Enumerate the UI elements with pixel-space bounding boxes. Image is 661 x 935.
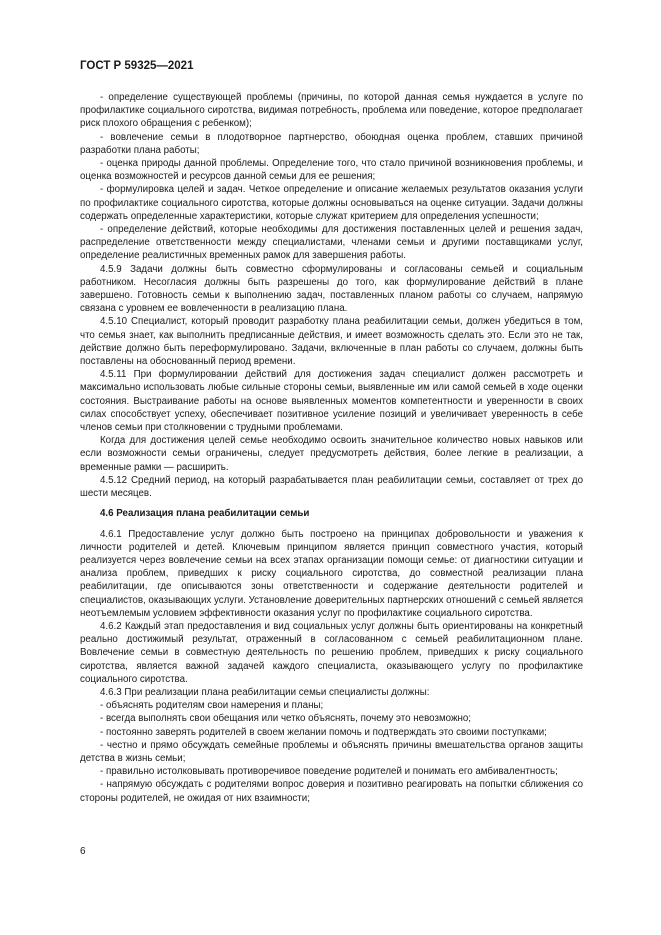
paragraph: 4.5.12 Средний период, на который разрабатывается план реабилитации семьи, составляет от трех до шести месяцев.	[80, 474, 583, 500]
paragraph: 4.5.11 При формулировании действий для достижения задач специалист должен рассмотреть и максимально использовать любые сильные стороны семьи, выявленные им или самой семьей в ходе оценки состояния. Выстраивание работы на основе выявленных моментов компетентности и уверенности в своих силах способствует успеху, обеспечивает позитивное усиление позиций и увеличивает уверенность в себе членов семьи при столкновении с трудными проблемами.	[80, 369, 583, 434]
list-item: - объяснять родителям свои намерения и планы;	[100, 700, 324, 712]
list-item: - правильно истолковывать противоречивое поведение родителей и понимать его амбивалентность;	[100, 766, 558, 778]
paragraph: 4.5.9 Задачи должны быть совместно сформулированы и согласованы семьей и социальным работником. Несогласия должны быть разрешены до того, как формулирование действий в плане завершено. Готовность семьи к выполнению задач, поставленных планом работы со случаем, напрямую связана с уровнем ее вовлеченности в реализацию плана.	[80, 263, 583, 315]
paragraph: - вовлечение семьи в плодотворное партнерство, обоюдная оценка проблем, ставших причиной разработки плана работы;	[80, 131, 583, 156]
paragraph: 4.6.3 При реализации плана реабилитации семьи специалисты должны:	[100, 686, 430, 698]
paragraph: 4.6.1 Предоставление услуг должно быть построено на принципах добровольности и уважения к личности родителей и детей. Ключевым принципом является принцип совместного участия, который реализуется через вовлечение семьи на всех этапах организации помощи семье: от диагностики ситуации и анализа проблем, приведших к риску социального сиротства, до совместной реализации плана реабилитации, где описываются зоны ответственности и содержание деятельности родителей и специалистов, оказывающих услуги. Установление доверительных партнерских отношений с семьей является неотъемлемым условием эффективности оказания услуг по профилактике социального сиротства.	[80, 528, 583, 619]
paragraph: - формулировка целей и задач. Четкое определение и описание желаемых результатов оказания услуги по профилактике социального сиротства, которые должны основываться на оценке ситуации. Задачи должны содержать определенные характеристики, которые служат критерием для определения успешности;	[80, 184, 583, 222]
list-item: - постоянно заверять родителей в своем желании помочь и подтверждать это своими поступками;	[100, 726, 547, 738]
paragraph: Когда для достижения целей семье необходимо освоить значительное количество новых навыков или если возможности семьи ограничены, следует предусмотреть действия, более легкие в реализации, а временные рамки — расширить.	[80, 435, 583, 473]
document-body	[80, 91, 583, 805]
standard-header: ГОСТ Р 59325—2021	[80, 60, 194, 72]
paragraph: - оценка природы данной проблемы. Определение того, что стало причиной возникновения проблемы, и оценка возможностей и ресурсов данной семьи для ее решения;	[80, 158, 583, 183]
paragraph: - определение действий, которые необходимы для достижения поставленных целей и решения задач, распределение ответственности между специалистами, членами семьи и другими поставщиками услуг, определение реалистичных временных рамок для завершения работы.	[80, 224, 583, 262]
page-number: 6	[80, 846, 86, 857]
list-item: - честно и прямо обсуждать семейные проблемы и объяснять причины вмешательства органов защиты детства в жизнь семьи;	[80, 739, 583, 764]
list-item: - всегда выполнять свои обещания или четко объяснять, почему это невозможно;	[100, 713, 471, 725]
list-item: - напрямую обсуждать с родителями вопрос доверия и позитивно реагировать на попытки сближения со стороны родителей, не ожидая от них взаимности;	[80, 779, 583, 804]
section-heading: 4.6 Реализация плана реабилитации семьи	[100, 508, 310, 520]
paragraph: - определение существующей проблемы (причины, по которой данная семья нуждается в услуге по профилактике социального сиротства, видимая потребность, проблема или поведение, которое предполагает риск плохого обращения с ребенком);	[80, 92, 583, 130]
paragraph: 4.6.2 Каждый этап предоставления и вид социальных услуг должны быть ориентированы на конкретный реально достижимый результат, отраженный в согласованном с семьей реабилитационном плане. Вовлечение семьи в совместную деятельность по решению проблем, приведших к риску социального сиротства, является важной задачей каждого специалиста, оказывающего услугу по профилактике социального сиротства.	[80, 620, 583, 685]
paragraph: 4.5.10 Специалист, который проводит разработку плана реабилитации семьи, должен убедиться в том, что семья знает, как выполнить предписанные действия, и имеет возможность сделать это. Если это не так, действие должно быть переформулировано. Задачи, включенные в план работы со случаем, должны быть поставлены на обоснованный период времени.	[80, 316, 583, 368]
